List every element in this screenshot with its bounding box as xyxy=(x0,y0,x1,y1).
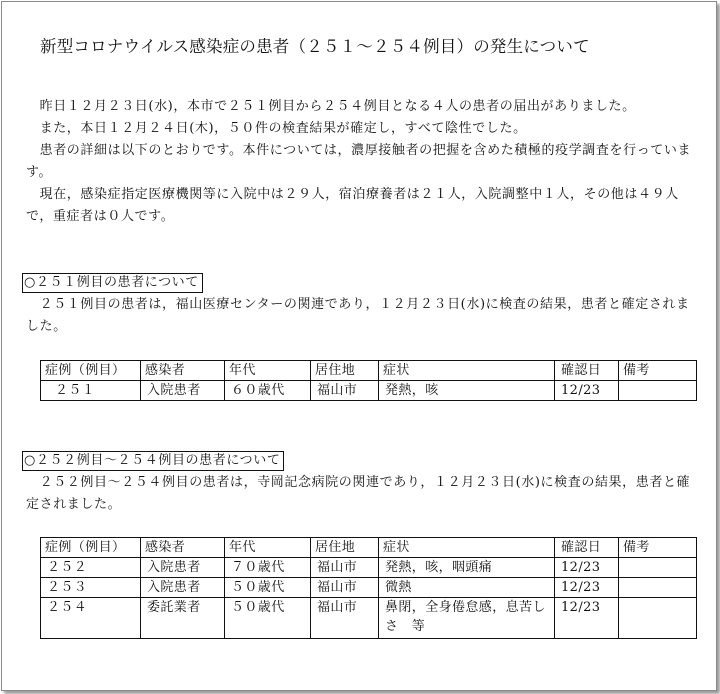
cell-case: ２５１ xyxy=(41,381,141,401)
cell-date: 12/23 xyxy=(555,598,619,639)
intro-paragraphs xyxy=(26,96,698,228)
header-notes: 備考 xyxy=(619,538,697,558)
cell-case: ２５３ xyxy=(41,578,141,598)
cell-date: 12/23 xyxy=(555,578,619,598)
cell-residence: 福山市 xyxy=(311,598,379,639)
table-row xyxy=(41,558,697,578)
header-age: 年代 xyxy=(225,538,311,558)
cell-case: ２５２ xyxy=(41,558,141,578)
intro-line-2: また，本日１２月２４日(木)，５０件の検査結果が確定し，すべて陰性でした。 xyxy=(26,121,527,136)
cell-age: ５０歳代 xyxy=(225,578,311,598)
cell-infected: 委託業者 xyxy=(141,598,225,639)
section2-heading: ○２５２例目～２５４例目の患者について xyxy=(22,451,284,471)
cell-age: ５０歳代 xyxy=(225,598,311,639)
cell-infected: 入院患者 xyxy=(141,558,225,578)
cell-age: ６０歳代 xyxy=(225,381,311,401)
section2-table xyxy=(40,537,697,639)
header-symptoms: 症状 xyxy=(379,361,555,381)
table-row xyxy=(41,381,697,401)
header-residence: 居住地 xyxy=(311,538,379,558)
section1-table xyxy=(40,360,697,401)
cell-symptoms: 発熱，咳，咽頭痛 xyxy=(379,558,555,578)
header-infected: 感染者 xyxy=(141,538,225,558)
table-header-row xyxy=(41,361,697,381)
intro-line-3: 患者の詳細は以下のとおりです。本件については，濃厚接触者の把握を含めた積極的疫学調査を行っています。 xyxy=(26,143,692,180)
table-header-row xyxy=(41,538,697,558)
cell-residence: 福山市 xyxy=(311,381,379,401)
header-residence: 居住地 xyxy=(311,361,379,381)
cell-date: 12/23 xyxy=(555,381,619,401)
cell-case: ２５４ xyxy=(41,598,141,639)
cell-symptoms: 鼻閉，全身倦怠感，息苦しさ 等 xyxy=(379,598,555,639)
header-case: 症例（例目） xyxy=(41,538,141,558)
cell-date: 12/23 xyxy=(555,558,619,578)
cell-symptoms: 発熱，咳 xyxy=(379,381,555,401)
header-infected: 感染者 xyxy=(141,361,225,381)
page-title: 新型コロナウイルス感染症の患者（２５１～２５４例目）の発生について xyxy=(40,37,590,56)
intro-line-4: 現在，感染症指定医療機関等に入院中は２９人，宿泊療養者は２１人，入院調整中１人，その他は４９人で，重症者は０人です。 xyxy=(26,187,679,224)
cell-notes xyxy=(619,578,697,598)
cell-notes xyxy=(619,381,697,401)
cell-age: ７０歳代 xyxy=(225,558,311,578)
cell-residence: 福山市 xyxy=(311,578,379,598)
header-age: 年代 xyxy=(225,361,311,381)
section2-text: ２５２例目～２５４例目の患者は，寺岡記念病院の関連であり，１２月２３日(水)に検査の結果，患者と確定されました。 xyxy=(26,475,691,512)
table-row xyxy=(41,578,697,598)
header-notes: 備考 xyxy=(619,361,697,381)
section1-heading: ○２５１例目の患者について xyxy=(22,273,203,293)
intro-line-1: 昨日１２月２３日(水)，本市で２５１例目から２５４例目となる４人の患者の届出がありました。 xyxy=(26,99,636,114)
cell-infected: 入院患者 xyxy=(141,578,225,598)
table-row xyxy=(41,598,697,639)
cell-notes xyxy=(619,598,697,639)
section1-text: ２５１例目の患者は，福山医療センターの関連であり，１２月２３日(水)に検査の結果，患者と確定されました。 xyxy=(26,297,690,334)
cell-symptoms: 微熱 xyxy=(379,578,555,598)
cell-notes xyxy=(619,558,697,578)
cell-residence: 福山市 xyxy=(311,558,379,578)
header-case: 症例（例目） xyxy=(41,361,141,381)
header-date: 確認日 xyxy=(555,361,619,381)
cell-infected: 入院患者 xyxy=(141,381,225,401)
header-date: 確認日 xyxy=(555,538,619,558)
header-symptoms: 症状 xyxy=(379,538,555,558)
